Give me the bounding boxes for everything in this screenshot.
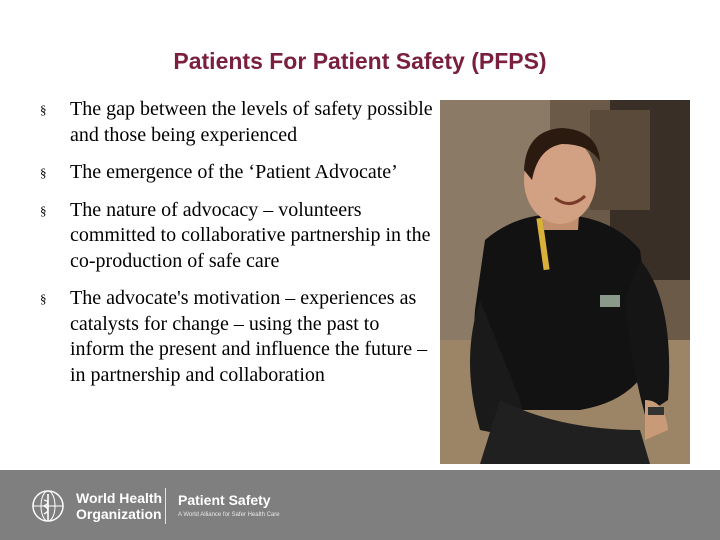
bullet-text: The advocate's motivation – experiences as catalysts for change – using the past to inform the present and influence the future – in partnership and collaboration — [70, 287, 428, 386]
bullet-item — [40, 97, 435, 148]
advocate-photo — [440, 100, 690, 464]
bullet-item — [40, 160, 435, 186]
bullet-text: The nature of advocacy – volunteers committed to collaborative partnership in the co-production of safe care — [70, 198, 431, 272]
org-name — [76, 490, 162, 522]
program-name: Patient Safety — [178, 492, 271, 508]
bullet-item — [40, 198, 435, 275]
bullet-item — [40, 286, 435, 388]
bullet-marker: § — [40, 102, 47, 117]
bullet-marker: § — [40, 202, 47, 218]
footer-bar — [0, 470, 720, 540]
bullet-marker: § — [40, 165, 47, 180]
bullet-text: The emergence of the ‘Patient Advocate’ — [70, 161, 398, 183]
who-emblem-icon — [30, 488, 66, 524]
bullet-text: The gap between the levels of safety possible and those being experienced — [70, 98, 433, 146]
bullet-list — [40, 97, 435, 400]
bullet-marker: § — [40, 291, 47, 306]
footer-divider — [165, 488, 166, 524]
program-tagline: A World Alliance for Safer Health Care — [178, 512, 280, 518]
org-name-line2: Organization — [76, 506, 162, 522]
slide-title: Patients For Patient Safety (PFPS) — [173, 48, 547, 74]
org-name-line1: World Health — [76, 490, 163, 506]
